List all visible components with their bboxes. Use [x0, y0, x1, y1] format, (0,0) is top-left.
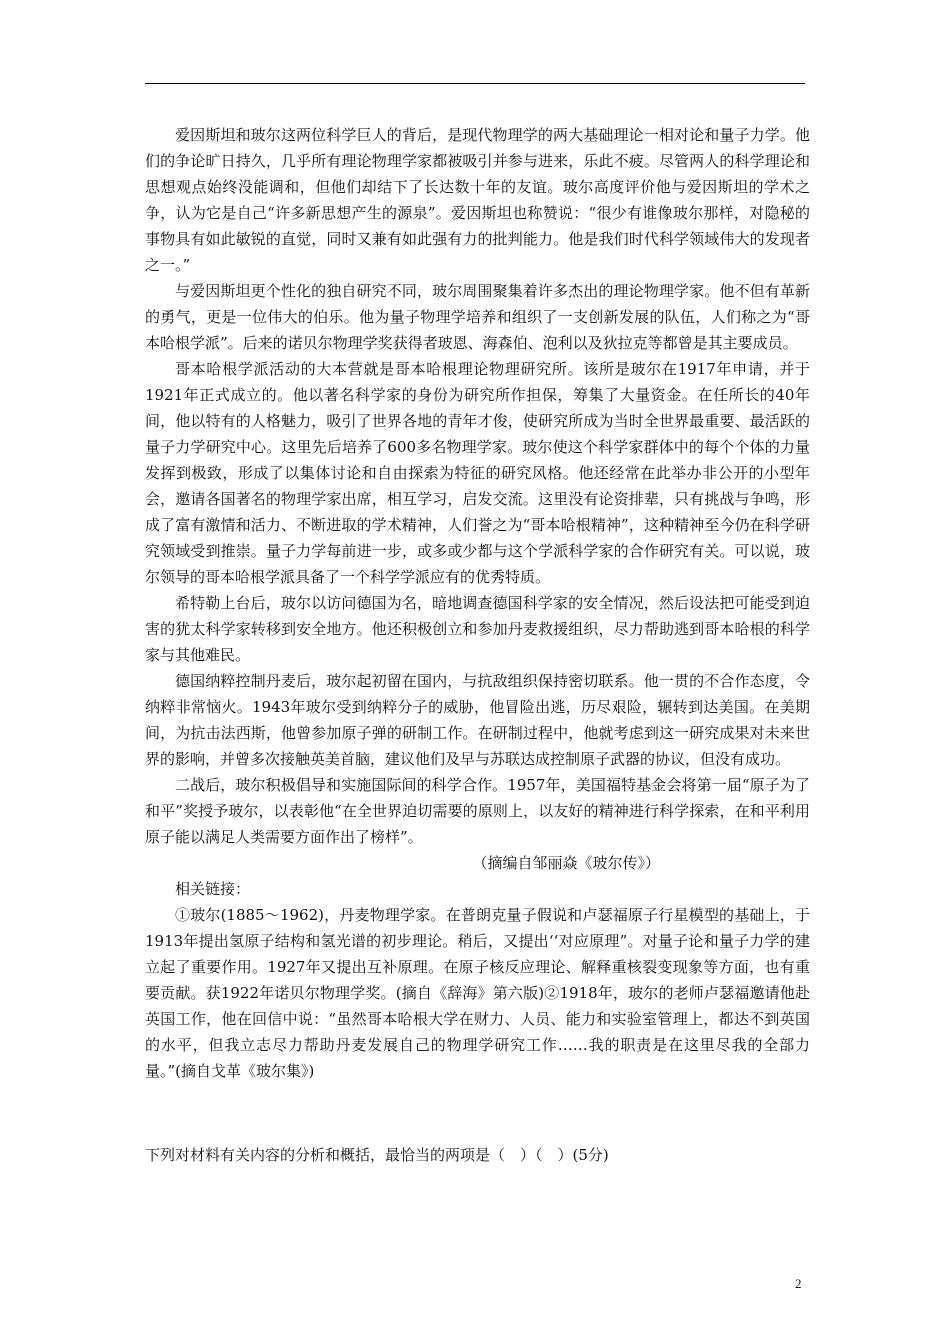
page-number: 2 [795, 1276, 802, 1291]
paragraph-1: 爱因斯坦和玻尔这两位科学巨人的背后，是现代物理学的两大基础理论一相对论和量子力学。他们的争论旷日持久，几乎所有理论物理学家都被吸引并参与进来，乐此不疲。尽管两人的科学理论和思想观点始终没能调和，但他们却结下了长达数十年的友谊。玻尔高度评价他与爱因斯坦的学术之争，认为它是自己“许多新思想产生的源泉”。爱因斯坦也称赞说：“很少有谁像玻尔那样，对隐秘的事物具有如此敏锐的直觉，同时又兼有如此强有力的批判能力。他是我们时代科学领域伟大的发现者之一。” [145, 126, 810, 274]
related-text: ①玻尔(1885～1962)，丹麦物理学家。在普朗克量子假说和卢瑟福原子行星模型的基础上，于1913年提出氢原子结构和氢光谱的初步理论。稍后，又提出‘‘对应原理”。对量子论和量子力学的建立起了重要作用。1927年又提出互补原理。在原子核反应理论、解释重核裂变现象等方面，也有重要贡献。获1922年诺贝尔物理学奖。(摘自《辞海》第六版)②1918年，玻尔的老师卢瑟福邀请他赴英国工作，他在回信中说：“虽然哥本哈根大学在财力、人员、能力和实验室管理上，都达不到英国的水平，但我立志尽力帮助丹麦发展自己的物理学研究工作……我的职责是在这里尽我的全部力量。”(摘自戈革《玻尔集》) [145, 906, 810, 1080]
header-rule [145, 83, 805, 84]
article-body [145, 122, 810, 1084]
question-prompt: 下列对材料有关内容的分析和概括，最恰当的两项是（ ）（ ）(5分) [145, 1146, 609, 1164]
paragraph-6: 二战后，玻尔积极倡导和实施国际间的科学合作。1957年，美国福特基金会将第一届“原子为了和平”奖授予玻尔，以表彰他“在全世界迫切需要的原则上，以友好的精神进行科学探索，在和平利用原子能以满足人类需要方面作出了榜样”。 [145, 776, 810, 846]
paragraph-4: 希特勒上台后，玻尔以访问德国为名，暗地调查德国科学家的安全情况，然后设法把可能受到迫害的犹太科学家转移到安全地方。他还积极创立和参加丹麦救援组织，尽力帮助逃到哥本哈根的科学家与其他难民。 [145, 594, 810, 664]
paragraph-5: 德国纳粹控制丹麦后，玻尔起初留在国内，与抗敌组织保持密切联系。他一贯的不合作态度，令纳粹非常恼火。1943年玻尔受到纳粹分子的威胁，他冒险出逃，历尽艰险，辗转到达美国。在美期间，为抗击法西斯，他曾参加原子弹的研制工作。在研制过程中，他就考虑到这一研究成果对未来世界的影响，并曾多次接触英美首脑，建议他们及早与苏联达成控制原子武器的协议，但没有成功。 [145, 672, 810, 768]
paragraph-2: 与爱因斯坦更个性化的独自研究不同，玻尔周围聚集着许多杰出的理论物理学家。他不但有革新的勇气，更是一位伟大的伯乐。他为量子物理学培养和组织了一支创新发展的队伍，人们称之为“哥本哈根学派”。后来的诺贝尔物理学奖获得者玻恩、海森伯、泡利以及狄拉克等都曾是其主要成员。 [145, 282, 810, 352]
source-citation: （摘编自邹丽焱《玻尔传》） [472, 854, 660, 872]
related-heading: 相关链接： [175, 880, 251, 898]
paragraph-3: 哥本哈根学派活动的大本营就是哥本哈根理论物理研究所。该所是玻尔在1917年申请，并于1921年正式成立的。他以著名科学家的身份为研究所作担保，筹集了大量资金。在任所长的40年间，他以特有的人格魅力，吸引了世界各地的青年才俊，使研究所成为当时全世界最重要、最活跃的量子力学研究中心。这里先后培养了600多名物理学家。玻尔使这个科学家群体中的每个个体的力量发挥到极致，形成了以集体讨论和自由探索为特征的研究风格。他还经常在此举办非公开的小型年会，邀请各国著名的物理学家出席，相互学习，启发交流。这里没有论资排辈，只有挑战与争鸣，形成了富有激情和活力、不断进取的学术精神，人们誉之为“哥本哈根精神”，这种精神至今仍在科学研究领域受到推崇。量子力学每前进一步，或多或少都与这个学派科学家的合作研究有关。可以说，玻尔领导的哥本哈根学派具备了一个科学学派应有的优秀特质。 [145, 360, 810, 586]
